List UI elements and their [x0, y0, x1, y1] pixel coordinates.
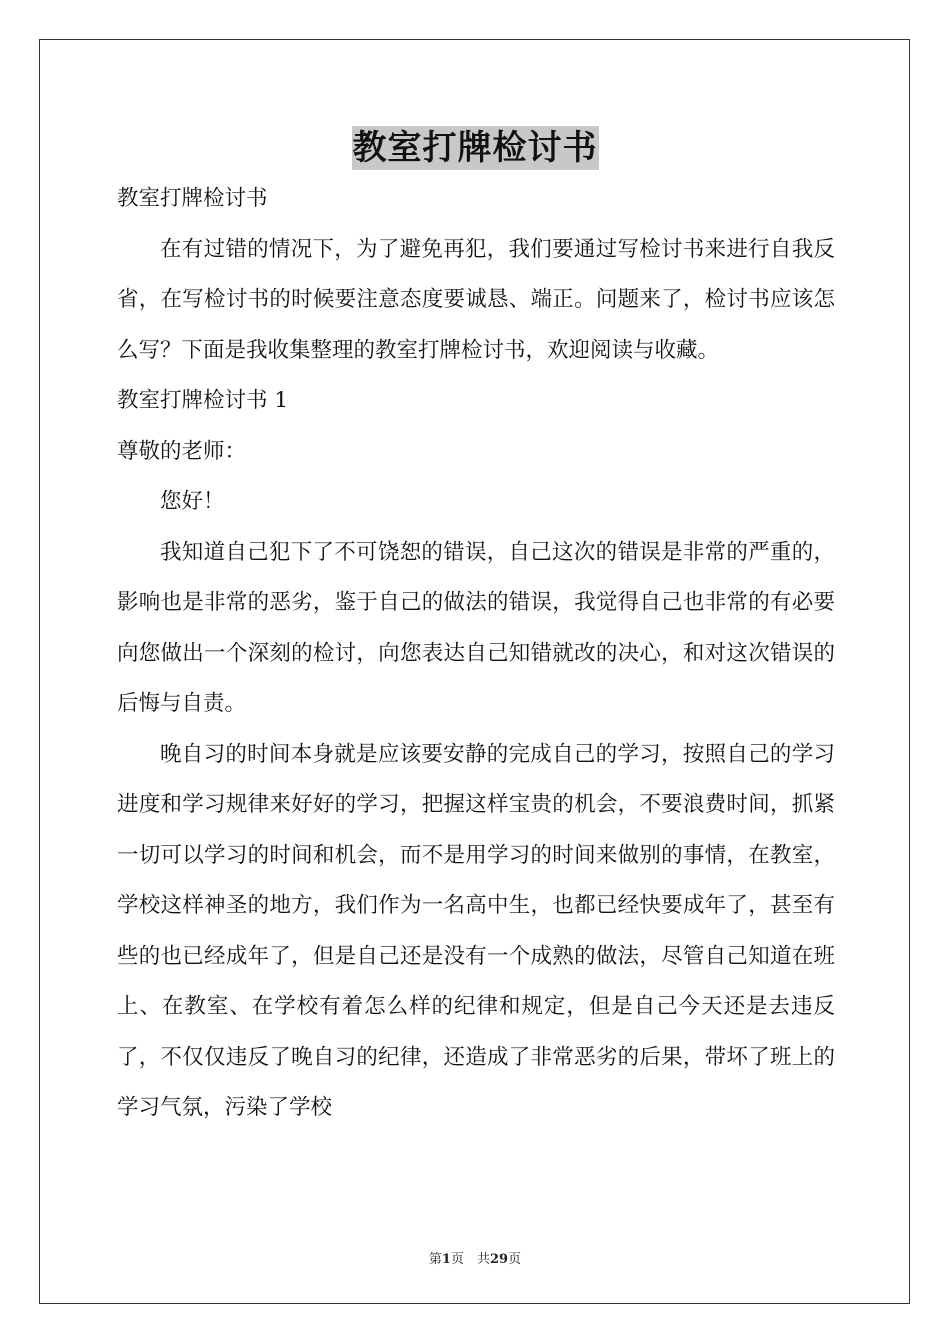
document-title: 教室打牌检讨书 [352, 128, 598, 168]
paragraph: 我知道自己犯下了不可饶恕的错误，自己这次的错误是非常的严重的，影响也是非常的恶劣，鉴于自己的做法的错误，我觉得自己也非常的有必要向您做出一个深刻的检讨，向您表达自己知错就改的决心，和对这次错误的后悔与自责。 [117, 539, 835, 716]
page-footer [0, 1248, 950, 1267]
title-container [0, 126, 950, 170]
footer-mid: 页 共 [450, 1252, 490, 1267]
paragraph: 晚自习的时间本身就是应该要安静的完成自己的学习，按照自己的学习进度和学习规律来好好的学习，把握这样宝贵的机会，不要浪费时间，抓紧一切可以学习的时间和机会，而不是用学习的时间来做别的事情，在教室，学校这样神圣的地方，我们作为一名高中生，也都已经快要成年了，甚至有些的也已经成年了，但是自己还是没有一个成熟的做法，尽管自己知道在班上、在教室、在学校有着怎么样的纪律和规定，但是自己今天还是去违反了，不仅仅违反了晚自习的纪律，还造成了非常恶劣的后果，带坏了班上的学习气氛，污染了学校 [117, 741, 835, 1120]
paragraph: 尊敬的老师： [117, 438, 247, 464]
current-page-number: 1 [441, 1252, 451, 1267]
total-page-count: 29 [489, 1252, 509, 1267]
footer-prefix: 第 [428, 1252, 442, 1267]
footer-suffix: 页 [508, 1252, 522, 1267]
paragraph: 教室打牌检讨书 1 [117, 388, 289, 413]
document-body [117, 174, 835, 1134]
paragraph: 在有过错的情况下，为了避免再犯，我们要通过写检讨书来进行自我反省，在写检讨书的时候要注意态度要诚恳、端正。问题来了，检讨书应该怎么写？下面是我收集整理的教室打牌检讨书，欢迎阅读与收藏。 [117, 236, 835, 363]
paragraph: 教室打牌检讨书 [117, 186, 268, 211]
paragraph: 您好！ [160, 489, 225, 514]
